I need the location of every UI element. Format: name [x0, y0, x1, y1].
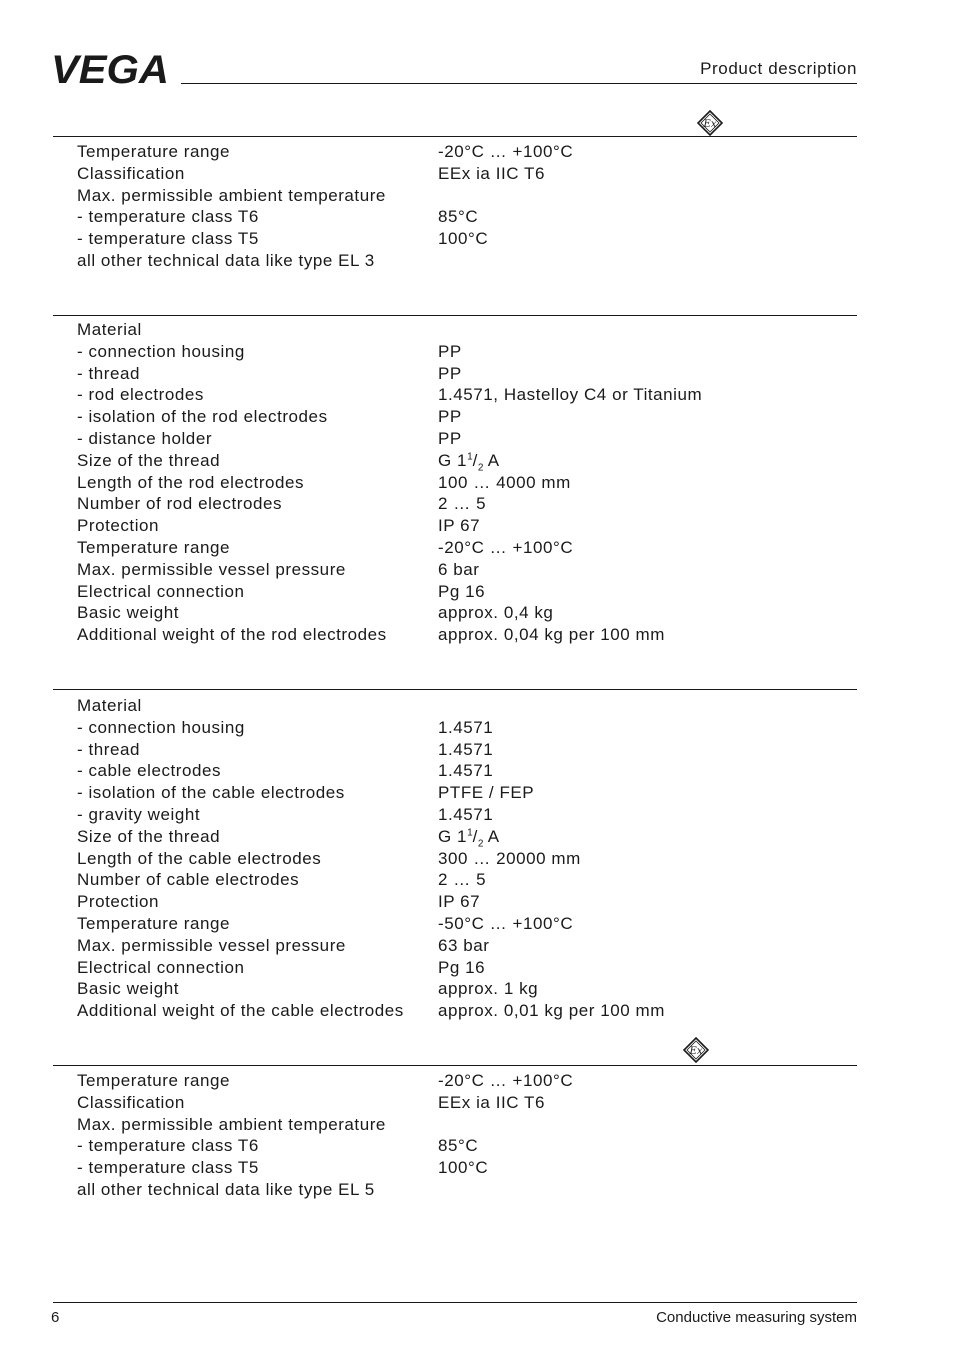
- spec-row: [77, 717, 857, 739]
- spec-label: Electrical connection: [77, 581, 245, 601]
- spec-value: 85°C: [438, 1136, 479, 1156]
- ex-protection-icon: [697, 110, 723, 136]
- svg-text:VEGA: VEGA: [51, 52, 169, 86]
- spec-label: Additional weight of the rod electrodes: [77, 625, 387, 645]
- header-rule: [181, 83, 857, 84]
- fraction-denominator: 2: [477, 838, 484, 850]
- spec-label: Max. permissible ambient temperature: [77, 1114, 386, 1134]
- spec-row: [77, 602, 857, 624]
- spec-label: - temperature class T6: [77, 207, 259, 227]
- spec-row: [77, 1157, 857, 1179]
- spec-row: [77, 978, 857, 1000]
- section-rule: [53, 1065, 857, 1066]
- spec-row: [77, 695, 857, 717]
- spec-label: Basic weight: [77, 979, 180, 999]
- spec-label: - connection housing: [77, 717, 245, 737]
- spec-row: [77, 804, 857, 826]
- spec-value: 1.4571: [438, 739, 494, 759]
- spec-row: [77, 141, 857, 163]
- spec-label: Classification: [77, 1092, 185, 1112]
- spec-value: 2 … 5: [438, 870, 487, 890]
- document-title: Conductive measuring system: [656, 1309, 857, 1326]
- page-number: 6: [51, 1309, 60, 1326]
- spec-label: - temperature class T6: [77, 1136, 259, 1156]
- spec-label: Size of the thread: [77, 826, 221, 846]
- spec-value: approx. 0,4 kg: [438, 603, 554, 623]
- spec-row: [77, 406, 857, 428]
- vega-logo: [51, 52, 171, 86]
- spec-row: [77, 826, 857, 848]
- spec-label: - isolation of the rod electrodes: [77, 407, 328, 427]
- spec-row: [77, 515, 857, 537]
- spec-value: PP: [438, 428, 462, 448]
- spec-block: [77, 1070, 857, 1201]
- svg-text:Ex: Ex: [689, 1046, 703, 1057]
- spec-row: [77, 1092, 857, 1114]
- spec-row: [77, 363, 857, 385]
- spec-label: Additional weight of the cable electrodes: [77, 1001, 404, 1021]
- spec-row: [77, 935, 857, 957]
- spec-value: G $1^1/_2$ A: [438, 450, 500, 474]
- spec-row: [77, 869, 857, 891]
- spec-row: [77, 1000, 857, 1022]
- spec-row: [77, 319, 857, 341]
- spec-row: [77, 341, 857, 363]
- spec-value: 63 bar: [438, 935, 490, 955]
- spec-label: Temperature range: [77, 142, 230, 161]
- spec-row: [77, 472, 857, 494]
- spec-row: [77, 228, 857, 250]
- spec-row: [77, 581, 857, 603]
- spec-value: IP 67: [438, 892, 481, 912]
- spec-row: [77, 739, 857, 761]
- spec-value: EEx ia IIC T6: [438, 1092, 545, 1112]
- spec-label: Length of the rod electrodes: [77, 472, 305, 492]
- spec-label: Electrical connection: [77, 957, 245, 977]
- spec-row: [77, 1070, 857, 1092]
- spec-label: - gravity weight: [77, 804, 201, 824]
- spec-value: -20°C … +100°C: [438, 537, 574, 557]
- spec-label: Temperature range: [77, 913, 230, 933]
- spec-row: [77, 957, 857, 979]
- spec-value: 2 … 5: [438, 494, 487, 514]
- spec-label: Max. permissible vessel pressure: [77, 935, 346, 955]
- spec-label: - connection housing: [77, 341, 245, 361]
- fraction-numerator: 1: [467, 451, 473, 463]
- spec-label: Length of the cable electrodes: [77, 848, 322, 868]
- section-rule: [53, 315, 857, 316]
- spec-label: Protection: [77, 516, 160, 536]
- spec-value: PP: [438, 407, 462, 427]
- spec-label: - rod electrodes: [77, 385, 204, 405]
- spec-label: - temperature class T5: [77, 1158, 259, 1178]
- footer-rule: [53, 1302, 857, 1303]
- spec-label: Number of cable electrodes: [77, 870, 300, 890]
- ex-protection-icon: [683, 1037, 709, 1063]
- spec-block: [77, 319, 857, 646]
- spec-row: [77, 913, 857, 935]
- spec-row: [77, 493, 857, 515]
- spec-value: -20°C … +100°C: [438, 142, 574, 161]
- spec-value: PP: [438, 363, 462, 383]
- spec-row: [77, 537, 857, 559]
- spec-value: 6 bar: [438, 559, 480, 579]
- spec-row: [77, 760, 857, 782]
- spec-value: PTFE / FEP: [438, 783, 535, 803]
- section-rule: [53, 689, 857, 690]
- spec-value: G $1^1/_2$ A: [438, 826, 500, 850]
- spec-label: Basic weight: [77, 603, 180, 623]
- spec-value: 85°C: [438, 207, 479, 227]
- spec-label: - cable electrodes: [77, 761, 222, 781]
- spec-label: - isolation of the cable electrodes: [77, 783, 345, 803]
- spec-row: [77, 163, 857, 185]
- spec-value: -20°C … +100°C: [438, 1071, 574, 1090]
- svg-text:Ex: Ex: [703, 119, 717, 130]
- spec-row: [77, 559, 857, 581]
- spec-row: [77, 384, 857, 406]
- spec-block: [77, 141, 857, 272]
- spec-row: [77, 1179, 857, 1201]
- spec-label: - thread: [77, 363, 140, 383]
- spec-label: Material: [77, 696, 142, 715]
- spec-row: [77, 624, 857, 646]
- spec-value: approx. 1 kg: [438, 979, 539, 999]
- spec-value: 100 … 4000 mm: [438, 472, 571, 492]
- spec-value: 100°C: [438, 1158, 489, 1178]
- spec-label: Material: [77, 320, 142, 339]
- spec-label: - temperature class T5: [77, 229, 259, 249]
- fraction-denominator: 2: [477, 462, 484, 474]
- section-rule: [53, 136, 857, 137]
- spec-label: - thread: [77, 739, 140, 759]
- spec-value: 1.4571: [438, 804, 494, 824]
- fraction-numerator: 1: [467, 827, 473, 839]
- spec-row: [77, 782, 857, 804]
- spec-value: 1.4571: [438, 761, 494, 781]
- spec-row: [77, 891, 857, 913]
- spec-value: PP: [438, 341, 462, 361]
- spec-row: [77, 1114, 857, 1136]
- spec-value: EEx ia IIC T6: [438, 163, 545, 183]
- spec-label: all other technical data like type EL 3: [77, 250, 375, 270]
- spec-row: [77, 450, 857, 472]
- spec-label: Protection: [77, 892, 160, 912]
- spec-value: Pg 16: [438, 581, 486, 601]
- spec-label: - distance holder: [77, 428, 213, 448]
- spec-label: Max. permissible vessel pressure: [77, 559, 346, 579]
- spec-value: 1.4571, Hastelloy C4 or Titanium: [438, 385, 703, 405]
- spec-value: 300 … 20000 mm: [438, 848, 581, 868]
- spec-value: IP 67: [438, 516, 481, 536]
- spec-row: [77, 1135, 857, 1157]
- spec-value: 100°C: [438, 229, 489, 249]
- spec-value: approx. 0,01 kg per 100 mm: [438, 1001, 665, 1021]
- spec-value: 1.4571: [438, 717, 494, 737]
- spec-value: approx. 0,04 kg per 100 mm: [438, 625, 665, 645]
- spec-block: [77, 695, 857, 1022]
- spec-label: all other technical data like type EL 5: [77, 1179, 375, 1199]
- spec-label: Size of the thread: [77, 450, 221, 470]
- spec-row: [77, 250, 857, 272]
- spec-label: Temperature range: [77, 537, 230, 557]
- section-label: Product description: [700, 59, 857, 78]
- spec-row: [77, 428, 857, 450]
- spec-row: [77, 206, 857, 228]
- spec-value: -50°C … +100°C: [438, 913, 574, 933]
- spec-value: Pg 16: [438, 957, 486, 977]
- spec-label: Temperature range: [77, 1071, 230, 1090]
- spec-row: [77, 848, 857, 870]
- spec-label: Max. permissible ambient temperature: [77, 185, 386, 205]
- spec-label: Classification: [77, 163, 185, 183]
- spec-row: [77, 185, 857, 207]
- spec-label: Number of rod electrodes: [77, 494, 283, 514]
